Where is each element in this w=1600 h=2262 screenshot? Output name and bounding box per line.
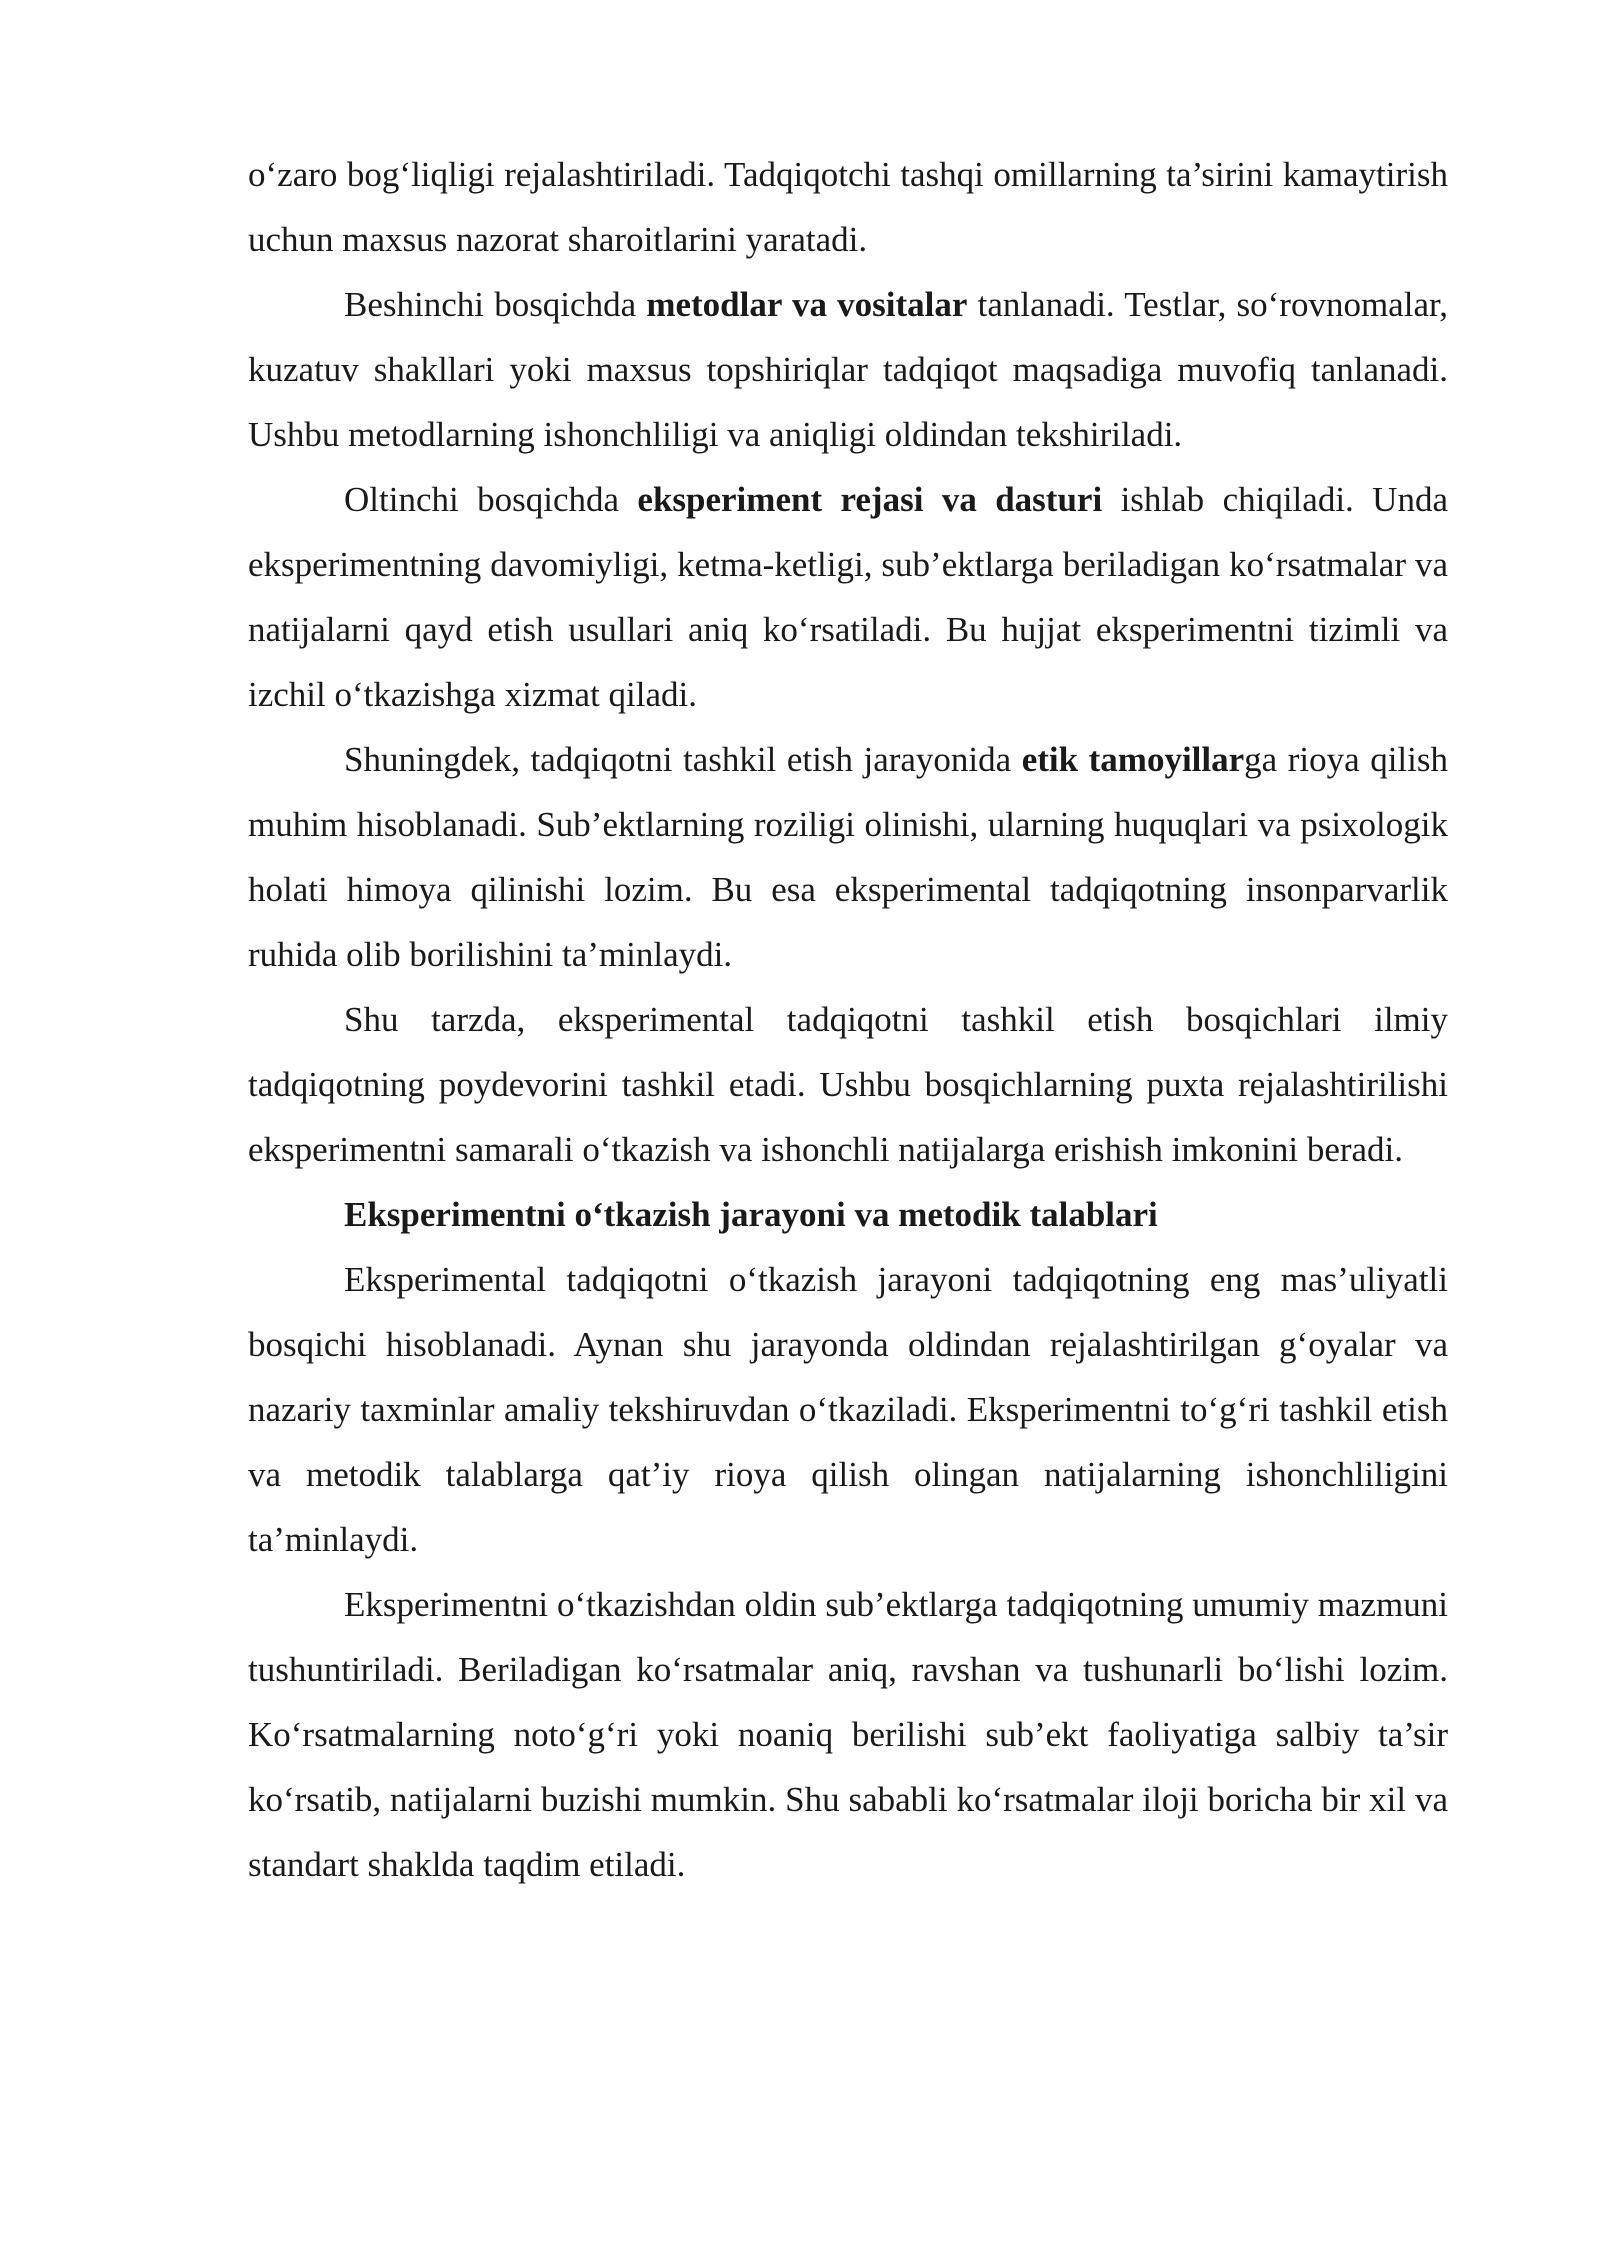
bold-term: etik tamoyillar [1021, 740, 1245, 779]
paragraph-text: ishlab chiqiladi. Unda eksperimentning davomiyligi, ketma-ketligi, sub’ektlarga beriladigan ko‘rsatmalar va natijalarni qayd etish usullari aniq ko‘rsatiladi. Bu hujjat eksperimentni tizimli va izchil o‘tkazishga xizmat qiladi. [248, 480, 1448, 714]
paragraph-text: Shu tarzda, eksperimental tadqiqotni tashkil etish bosqichlari ilmiy tadqiqotning poydevorini tashkil etadi. Ushbu bosqichlarning puxta rejalashtirilishi eksperimentni samarali o‘tkazish va ishonchli natijalarga erishish imkonini beradi. [248, 1000, 1448, 1169]
paragraph-text: ga rioya qilish muhim hisoblanadi. Sub’ektlarning roziligi olinishi, ularning huquqlari va psixologik holati himoya qilinishi lozim. Bu esa eksperimental tadqiqotning insonparvarlik ruhida olib borilishini ta’minlaydi. [248, 740, 1448, 974]
document-body [248, 142, 1448, 1897]
paragraph-fifth-stage [248, 272, 1448, 467]
paragraph-continuation [248, 142, 1448, 272]
bold-term: metodlar va vositalar [646, 285, 968, 324]
paragraph-sixth-stage [248, 467, 1448, 727]
section-heading [248, 1182, 1448, 1247]
paragraph-text: Beshinchi bosqichda [344, 285, 647, 324]
heading-text: Eksperimentni o‘tkazish jarayoni va metodik talablari [344, 1195, 1158, 1234]
paragraph-text: tanlanadi. Testlar, so‘rovnomalar, kuzatuv shakllari yoki maxsus topshiriqlar tadqiqot maqsadiga muvofiq tanlanadi. Ushbu metodlarning ishonchliligi va aniqligi oldindan tekshiriladi. [248, 285, 1448, 454]
paragraph-text: Eksperimental tadqiqotni o‘tkazish jarayoni tadqiqotning eng mas’uliyatli bosqichi hisoblanadi. Aynan shu jarayonda oldindan rejalashtirilgan g‘oyalar va nazariy taxminlar amaliy tekshiruvdan o‘tkaziladi. Eksperimentni to‘g‘ri tashkil etish va metodik talablarga qat’iy rioya qilish olingan natijalarning ishonchliligini ta’minlaydi. [248, 1260, 1448, 1559]
paragraph-instructions [248, 1572, 1448, 1897]
paragraph-text: Eksperimentni o‘tkazishdan oldin sub’ektlarga tadqiqotning umumiy mazmuni tushuntiriladi. Beriladigan ko‘rsatmalar aniq, ravshan va tushunarli bo‘lishi lozim. Ko‘rsatmalarning noto‘g‘ri yoki noaniq berilishi sub’ekt faoliyatiga salbiy ta’sir ko‘rsatib, natijalarni buzishi mumkin. Shu sababli ko‘rsatmalar iloji boricha bir xil va standart shaklda taqdim etiladi. [248, 1585, 1448, 1884]
paragraph-text: Oltinchi bosqichda [344, 480, 638, 519]
bold-term: eksperiment rejasi va dasturi [637, 480, 1103, 519]
paragraph-text: o‘zaro bog‘liqligi rejalashtiriladi. Tadqiqotchi tashqi omillarning ta’sirini kamaytirish uchun maxsus nazorat sharoitlarini yaratadi. [248, 155, 1448, 259]
paragraph-process [248, 1247, 1448, 1572]
paragraph-ethics [248, 727, 1448, 987]
paragraph-text: Shuningdek, tadqiqotni tashkil etish jarayonida [344, 740, 1022, 779]
paragraph-summary [248, 987, 1448, 1182]
